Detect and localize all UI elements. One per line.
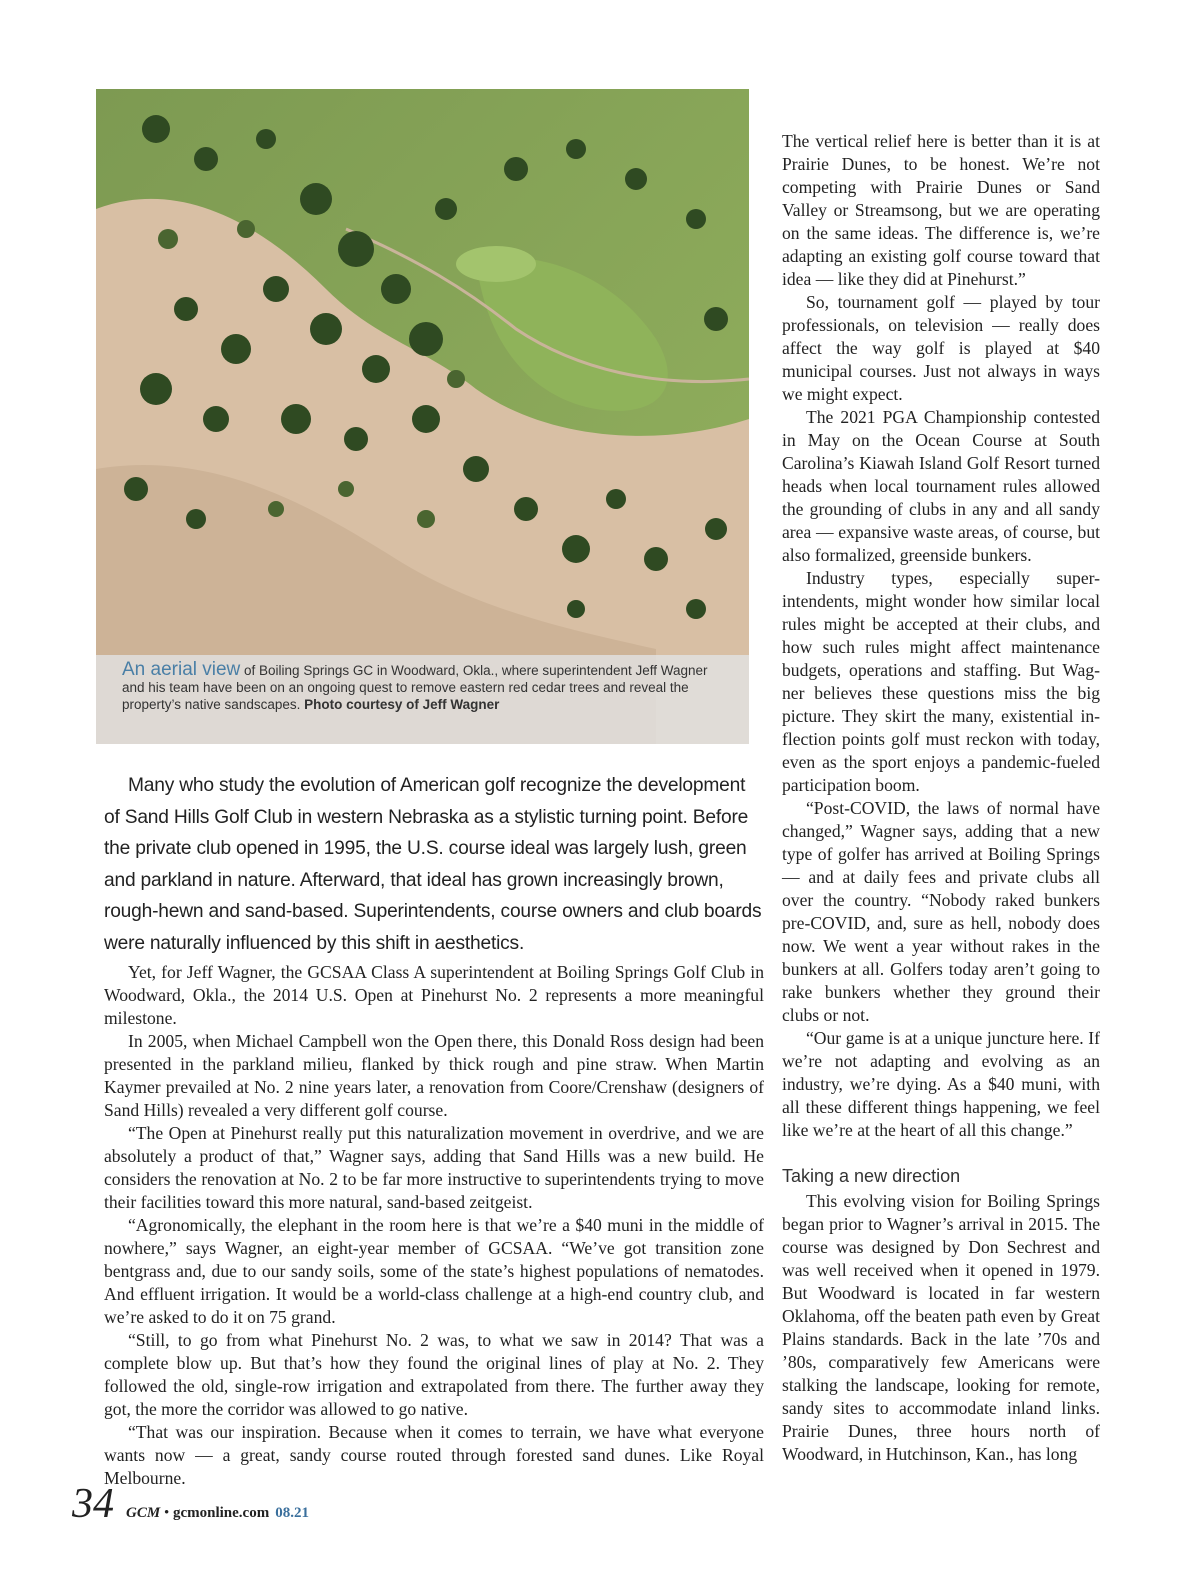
paragraph: “Our game is at a unique juncture here. If we’re not adapting and evolving as an industry, we’re dying. As a $40 muni, with all these different things happening, we feel like we’re at the heart of all this change.” [782, 1028, 1100, 1140]
caption-body: of Boiling Springs GC in Woodward, Okla., where superintendent Jeff Wagner and his team have been on an ongoing quest to remove eastern red cedar trees and reveal the property’s native sandscapes. [122, 663, 708, 712]
paragraph: Yet, for Jeff Wagner, the GCSAA Class A superintendent at Boiling Springs Golf Club in Woodward, Okla., the 2014 U.S. Open at Pinehurst No. 2 represents a more meaningful milestone. [104, 962, 764, 1028]
aerial-photo-illustration [96, 89, 749, 744]
paragraph: In 2005, when Michael Campbell won the Open there, this Donald Ross design had been presented in the parkland milieu, flanked by thick rough and pine straw. When Martin Kaymer prevailed at No. 2 nine years later, a renovation from Coore/Crenshaw (designers of Sand Hills) revealed a very different golf course. [104, 1031, 764, 1120]
website-link[interactable]: gcmonline.com [172, 1505, 270, 1521]
right-column-continued [782, 1190, 1100, 1466]
article-lede [104, 770, 764, 959]
paragraph: The vertical relief here is better than it is at Prairie Dunes, to be honest. We’re not competing with Prairie Dunes or Sand Valley or Streamsong, but we are operating on the same ideas. The difference is, we’re adapting an existing golf course toward that idea — like they did at Pinehurst.” [782, 131, 1100, 289]
right-column [782, 130, 1100, 1142]
section-subhead: Taking a new direction [782, 1166, 961, 1186]
paragraph: “Still, to go from what Pinehurst No. 2 was, to what we saw in 2014? That was a complete blow up. But that’s how they found the original lines of play at No. 2. They followed the old, single-row irrigation and extrapolated from there. The further away they got, the more the corridor was allowed to go native. [104, 1330, 764, 1419]
footer-folio [126, 1505, 309, 1522]
paragraph: “The Open at Pinehurst really put this naturalization movement in overdrive, and we are absolutely a product of that,” Wagner says, adding that Sand Hills was a new build. He considers the renovation at No. 2 to be far more instructive to superintendents trying to move their facilities toward this more natural, sand-based zeitgeist. [104, 1123, 764, 1212]
footer-separator: • [160, 1505, 173, 1521]
photo-caption [122, 661, 732, 713]
page-footer [72, 1480, 309, 1527]
lede-paragraph: Many who study the evolution of American golf recognize the development of Sand Hills Golf Club in western Nebraska as a stylistic turning point. Before the private club opened in 1995, the U.S. course ideal was largely lush, green and parkland in nature. Afterward, that ideal has grown increasingly brown, rough-hewn and sand-based. Superintendents, course owners and club boards were naturally influenced by this shift in aesthetics. [104, 775, 762, 954]
magazine-name: GCM [126, 1505, 161, 1521]
issue-date: 08.21 [275, 1505, 309, 1521]
paragraph: The 2021 PGA Championship contested in May on the Ocean Course at South Carolina’s Kiawah Island Golf Resort turned heads when local tournament rules allowed the grounding of clubs in any and all sandy area — expansive waste areas, of course, but also formalized, greenside bunkers. [782, 407, 1100, 565]
paragraph: So, tournament golf — played by tour professionals, on television — really does affect the way golf is played at $40 municipal courses. Just not always in ways we might expect. [782, 292, 1100, 404]
paragraph: Industry types, especially super-intendents, might wonder how similar local rules might be accepted at their clubs, and how such rules might affect maintenance budgets, operations and staffing. But Wag-ner believes these questions miss the big picture. They skirt the many, existential in-flection points golf must reckon with today, even as the sport enjoys a pandemic-fueled participation boom. [782, 568, 1100, 795]
caption-credit: Photo courtesy of Jeff Wagner [304, 697, 500, 712]
aerial-photo [96, 89, 749, 744]
paragraph: “That was our inspiration. Because when it comes to terrain, we have what everyone wants now — a great, sandy course routed through forested sand dunes. Like Royal Melbourne. [104, 1422, 764, 1488]
paragraph: This evolving vision for Boiling Springs began prior to Wagner’s arrival in 2015. The course was designed by Don Sechrest and was well received when it opened in 1979. But Woodward is located in far western Oklahoma, off the beaten path even by Great Plains standards. Back in the late ’70s and ’80s, comparatively few Americans were stalking the landscape, looking for remote, sandy sites to accommodate inland links. Prairie Dunes, three hours north of Woodward, in Hutchinson, Kan., has long [782, 1191, 1100, 1464]
page-number: 34 [72, 1481, 114, 1527]
caption-lead: An aerial view [122, 659, 241, 680]
paragraph: “Post-COVID, the laws of normal have changed,” Wagner says, adding that a new type of golfer has arrived at Boiling Springs — and at daily fees and private clubs all over the country. “Nobody raked bunkers pre-COVID, and, sure as hell, nobody does now. We went a year without rakes in the bunkers at all. Golfers today aren’t going to rake bunkers whether they ground their clubs or not. [782, 798, 1100, 1025]
paragraph: “Agronomically, the elephant in the room here is that we’re a $40 muni in the middle of nowhere,” says Wagner, an eight-year member of GCSAA. “We’ve got transition zone bentgrass and, due to our sandy soils, some of the state’s highest populations of nematodes. And effluent irrigation. It would be a world-class challenge at a high-end country club, and we’re asked to do it on 75 grand. [104, 1215, 764, 1327]
left-column [104, 961, 764, 1490]
